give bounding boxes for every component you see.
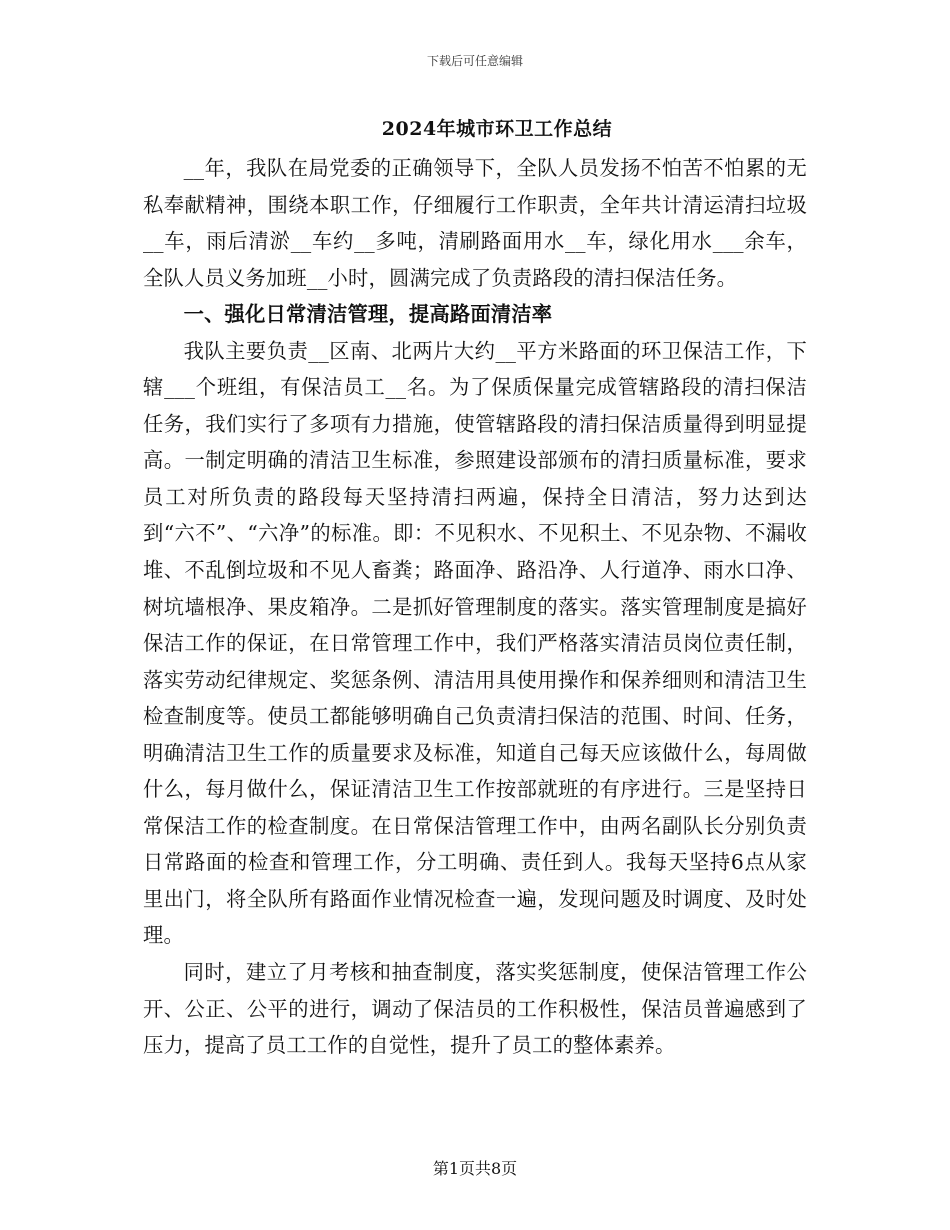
document-title: 2024年城市环卫工作总结 bbox=[381, 118, 613, 140]
paragraph-cleaning-management: 我队主要负责__区南、北两片大约__平方米路面的环卫保洁工作，下辖___个班组，有保洁员工__名。为了保质保量完成管辖路段的清扫保洁任务，我们实行了多项有力措施，使管辖路段的清扫保洁质量得到明显提高。一制定明确的清洁卫生标准，参照建设部颁布的清扫质量标准，要求员工对所负责的路段每天坚持清扫两遍，保持全日清洁，努力达到达到“六不”、“六净”的标准。即：不见积水、不见积土、不见杂物、不漏收堆、不乱倒垃圾和不见人畜粪；路面净、路沿净、人行道净、雨水口净、树坑墙根净、果皮箱净。二是抓好管理制度的落实。落实管理制度是搞好保洁工作的保证，在日常管理工作中，我们严格落实清洁员岗位责任制，落实劳动纪律规定、奖惩条例、清洁用具使用操作和保养细则和清洁卫生检查制度等。使员工都能够明确自己负责清扫保洁的范围、时间、任务，明确清洁卫生工作的质量要求及标准，知道自己每天应该做什么，每周做什么，每月做什么，保证清洁卫生工作按部就班的有序进行。三是坚持日常保洁工作的检查制度。在日常保洁管理工作中，由两名副队长分别负责日常路面的检查和管理工作，分工明确、责任到人。我每天坚持6点从家里出门，将全队所有路面作业情况检查一遍，发现问题及时调度、及时处理。 bbox=[143, 338, 807, 948]
header-note: 下载后可任意编辑 bbox=[426, 54, 523, 68]
document-body bbox=[143, 150, 807, 1064]
section-heading-1: 一、强化日常清洁管理，提高路面清洁率 bbox=[183, 302, 553, 327]
paragraph-assessment: 同时，建立了月考核和抽查制度，落实奖惩制度，使保洁管理工作公开、公正、公平的进行，调动了保洁员的工作积极性，保洁员普遍感到了压力，提高了员工工作的自觉性，提升了员工的整体素养。 bbox=[143, 960, 807, 1058]
paragraph-intro: __年，我队在局党委的正确领导下，全队人员发扬不怕苦不怕累的无私奉献精神，围绕本职工作，仔细履行工作职责，全年共计清运清扫垃圾__车，雨后清淤__车约__多吨，清刷路面用水__车，绿化用水___余车，全队人员义务加班__小时，圆满完成了负责路段的清扫保洁任务。 bbox=[143, 156, 807, 290]
page-footer: 第1页共8页 bbox=[432, 1159, 518, 1178]
